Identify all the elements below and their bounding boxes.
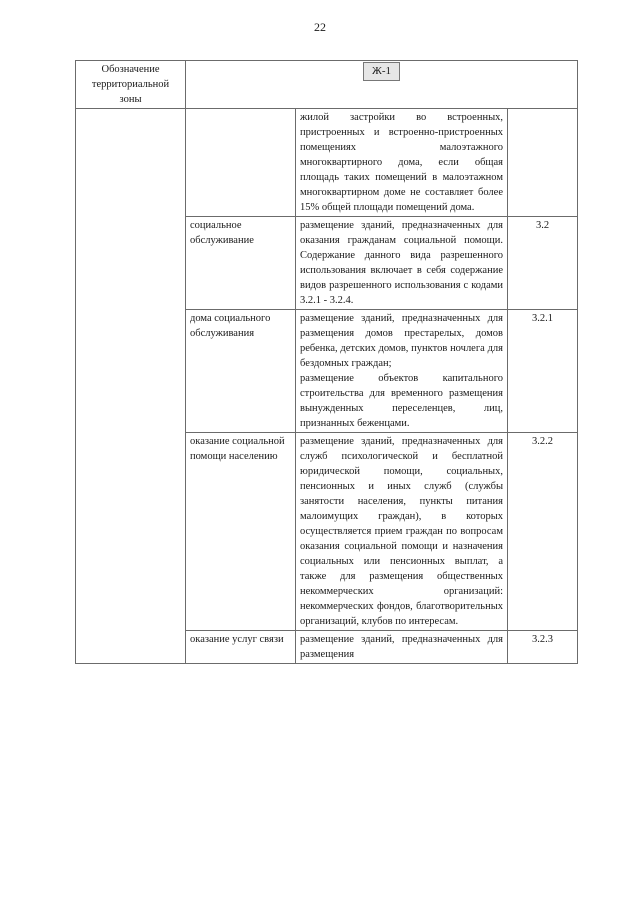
use-code: 3.2.3 bbox=[508, 631, 578, 664]
use-description: жилой застройки во встроенных, пристроенных и встроенно-пристроенных помещениях малоэтажного многоквартирного дома, если общая площадь таких помещений в малоэтажном многоквартирном доме не составляет более 15% общей площади помещений дома. bbox=[296, 109, 508, 217]
use-name: оказание социальной помощи населению bbox=[186, 433, 296, 631]
page-number: 22 bbox=[314, 20, 326, 34]
zone-label-cell: Обозначение территориальной зоны bbox=[76, 61, 186, 109]
zone-code-cell bbox=[186, 61, 578, 109]
use-description: размещение зданий, предназначенных для оказания гражданам социальной помощи. Содержание данного вида разрешенного использования включает в себя содержание видов разрешенного использования с кодами 3.2.1 - 3.2.4. bbox=[296, 217, 508, 310]
use-description-part: размещение объектов капитального строительства для временного размещения вынужденных переселенцев, лиц, признанных беженцами. bbox=[300, 373, 503, 429]
use-name bbox=[186, 109, 296, 217]
use-code: 3.2 bbox=[508, 217, 578, 310]
use-description: размещение зданий, предназначенных для служб психологической и бесплатной юридической помощи, социальных, пенсионных и иных служб (службы занятости населения, пункты питания малоимущих граждан), в которых осуществляется прием граждан по вопросам оказания социальной помощи и назначения социальных или пенсионных выплат, а также для размещения общественных некоммерческих организаций: некоммерческих фондов, благотворительных организаций, клубов по интересам. bbox=[296, 433, 508, 631]
use-description: размещение зданий, предназначенных для размещения bbox=[296, 631, 508, 664]
use-description bbox=[296, 310, 508, 433]
zone-label-spacer bbox=[76, 109, 186, 664]
zone-code-badge: Ж-1 bbox=[363, 62, 400, 81]
use-description-part: размещение зданий, предназначенных для размещения домов престарелых, домов ребенка, детских домов, пунктов ночлега для бездомных граждан; bbox=[300, 313, 503, 369]
use-code: 3.2.1 bbox=[508, 310, 578, 433]
use-name: дома социального обслуживания bbox=[186, 310, 296, 433]
header-row bbox=[76, 61, 578, 109]
use-code bbox=[508, 109, 578, 217]
use-code: 3.2.2 bbox=[508, 433, 578, 631]
table-row bbox=[76, 109, 578, 217]
use-name: оказание услуг связи bbox=[186, 631, 296, 664]
zones-table bbox=[75, 60, 578, 664]
use-name: социальное обслуживание bbox=[186, 217, 296, 310]
